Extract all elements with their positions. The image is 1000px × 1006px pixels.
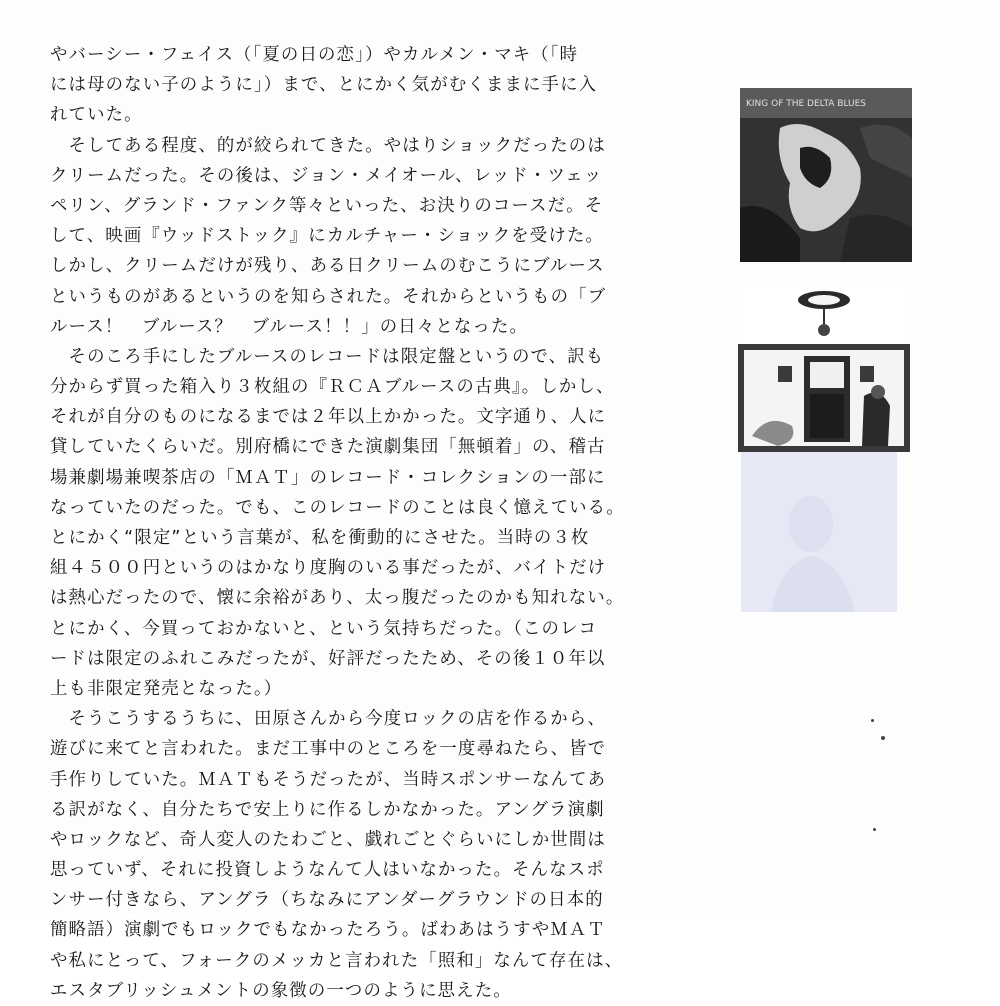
text-line: とにかく、今買っておかないと、という気持ちだった。（このレコ xyxy=(50,618,598,639)
text-line: 場兼劇場兼喫茶店の「ＭＡＴ」のレコード・コレクションの一部に xyxy=(50,467,606,488)
text-line: とにかく“限定”という言葉が、私を衝動的にさせた。当時の３枚 xyxy=(50,528,590,548)
text-line: ンサー付きなら、アングラ（ちなみにアンダーグラウンドの日本的 xyxy=(50,890,604,911)
interior-drawing-photo xyxy=(738,286,910,452)
faded-portrait-photo xyxy=(741,452,897,612)
text-line: は熱心だったので、懐に余裕があり、太っ腹だったのかも知れない。 xyxy=(50,588,625,609)
text-line: 手作りしていた。ＭＡＴもそうだったが、当時スポンサーなんてあ xyxy=(50,769,607,790)
text-line: そのころ手にしたブルースのレコードは限定盤というので、訳も xyxy=(50,346,605,367)
album-cover-illustration xyxy=(740,88,912,262)
scan-speck xyxy=(871,719,874,722)
text-line: それが自分のものになるまでは２年以上かかった。文字通り、人に xyxy=(50,407,607,428)
text-line: には母のない子のように」）まで、とにかく気がむくままに手に入 xyxy=(50,75,598,96)
text-line: そうこうするうちに、田原さんから今度ロックの店を作るから、 xyxy=(50,709,606,730)
text-line: 上も非限定発売となった。） xyxy=(50,678,283,699)
body-text xyxy=(50,40,650,1006)
text-line: ペリン、グランド・ファンク等々といった、お決りのコースだ。そ xyxy=(50,195,604,216)
text-line: や私にとって、フォークのメッカと言われた「照和」なんて存在は、 xyxy=(50,950,624,971)
scan-speck xyxy=(873,828,876,831)
text-line: 分からず買った箱入り３枚組の『ＲＣＡブルースの古典』。しかし、 xyxy=(50,377,615,398)
text-line: 思っていず、それに投資しようなんて人はいなかった。そんなスポ xyxy=(50,860,605,881)
text-line: 簡略語）演劇でもロックでもなかったろう。ばわあはうすやＭＡＴ xyxy=(50,920,606,941)
faded-portrait-illustration xyxy=(741,452,897,612)
text-line: やロックなど、奇人変人のたわごと、戯れごとぐらいにしか世間は xyxy=(50,829,606,850)
text-line: やバーシー・フェイス（「夏の日の恋」）やカルメン・マキ（「時 xyxy=(50,45,579,65)
text-line: そしてある程度、的が絞られてきた。やはりショックだったのは xyxy=(50,135,606,156)
album-cover-photo xyxy=(740,88,912,262)
interior-drawing-illustration xyxy=(738,286,910,452)
text-line: エスタブリッシュメントの象徴の一つのように思えた。 xyxy=(50,980,512,1001)
scan-speck xyxy=(881,736,885,740)
text-line: ードは限定のふれこみだったが、好評だったため、その後１０年以 xyxy=(50,648,606,669)
text-line: なっていたのだった。でも、このレコードのことは良く憶えている。 xyxy=(50,497,625,518)
text-line: しかし、クリームだけが残り、ある日クリームのむこうにブルース xyxy=(50,256,605,277)
text-line: 組４５００円というのはかなり度胸のいる事だったが、バイトだけ xyxy=(50,558,607,579)
text-line: れていた。 xyxy=(50,105,143,126)
text-line: 貸していたくらいだ。別府橋にできた演劇集団「無頓着」の、稽古 xyxy=(50,437,606,458)
album-cover-title: KING OF THE DELTA BLUES xyxy=(746,99,866,109)
text-line: 遊びに来てと言われた。まだ工事中のところを一度尋ねたら、皆で xyxy=(50,739,607,760)
text-line: して、映画『ウッドストック』にカルチャー・ショックを受けた。 xyxy=(50,226,604,247)
text-line: ルース！ ブルース？ ブルース！！」の日々となった。 xyxy=(50,316,529,337)
text-line: クリームだった。その後は、ジョン・メイオール、レッド・ツェッ xyxy=(50,165,603,186)
text-line: というものがあるというのを知らされた。それからというもの「ブ xyxy=(50,286,607,307)
text-line: る訳がなく、自分たちで安上りに作るしかなかった。アングラ演劇 xyxy=(50,799,605,820)
